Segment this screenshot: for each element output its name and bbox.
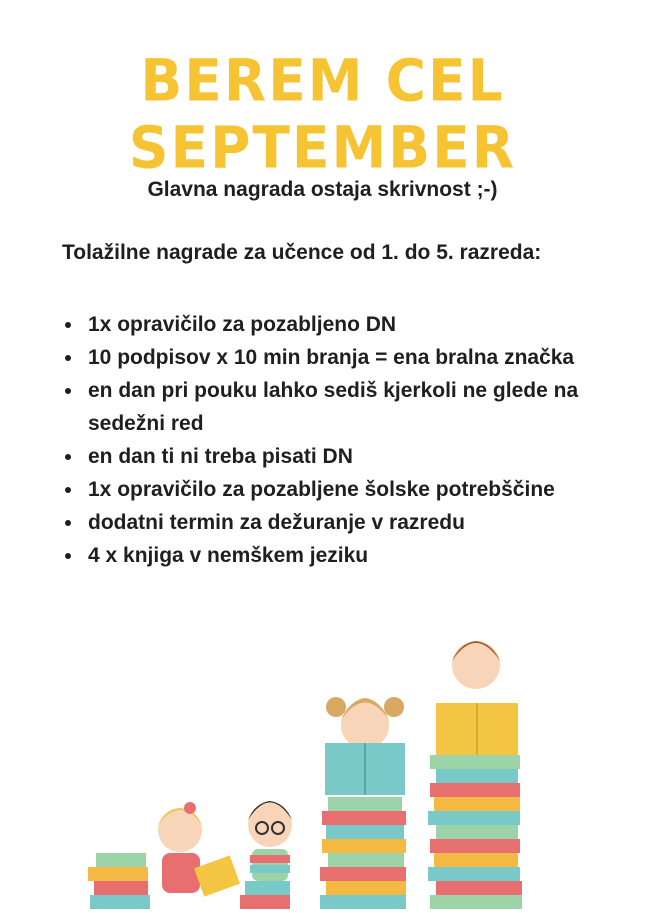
book-stack-icon (88, 755, 522, 909)
list-item: 10 podpisov x 10 min branja = ena bralna značka (62, 341, 602, 374)
list-item: dodatni termin za dežuranje v razredu (62, 506, 602, 539)
list-item: en dan pri pouku lahko sediš kjerkoli ne glede na sedežni red (62, 374, 602, 440)
children-reading-icon (80, 625, 540, 913)
list-item: 1x opravičilo za pozabljeno DN (62, 308, 602, 341)
subtitle: Glavna nagrada ostaja skrivnost ;-) (147, 178, 498, 201)
list-item: 4 x knjiga v nemškem jeziku (62, 539, 602, 572)
list-item: 1x opravičilo za pozabljene šolske potrebščine (62, 473, 602, 506)
rewards-list (62, 308, 602, 572)
page-title: BEREM CEL SEPTEMBER (128, 46, 517, 182)
list-heading: Tolažilne nagrade za učence od 1. do 5. razreda: (62, 241, 542, 264)
list-item: en dan ti ni treba pisati DN (62, 440, 602, 473)
